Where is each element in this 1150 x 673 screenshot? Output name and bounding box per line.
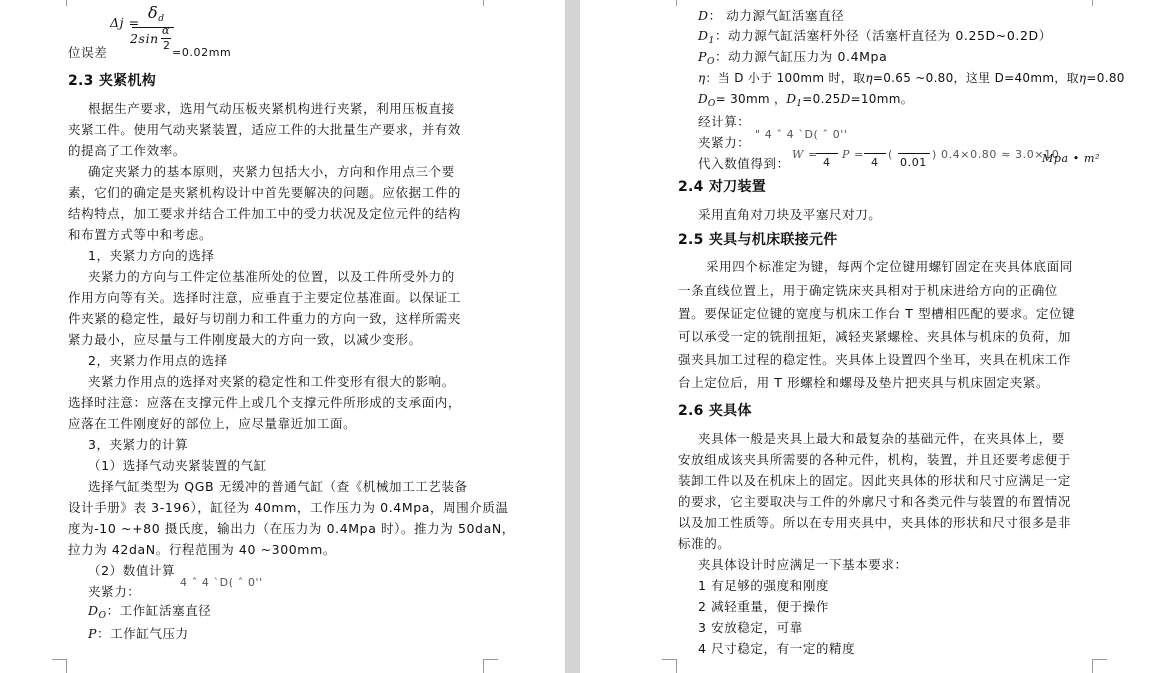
paragraph-line: 应落在工件刚度好的部位上，应尽量靠近加工面。	[68, 416, 357, 431]
paragraph-line: 度为-10 ~+80 摄氏度，输出力（在压力为 0.4Mpa 时）。推力为 50daN，	[68, 521, 515, 536]
paragraph-line: 的提高了工作效率。	[68, 143, 186, 158]
paragraph-line: 强夹具加工过程的稳定性。夹具体上设置四个坐耳，夹具在机床工作	[678, 352, 1072, 367]
formula-denominator: 2sin	[130, 31, 159, 46]
page-gutter	[565, 0, 580, 673]
page-corner-mark	[52, 0, 67, 6]
force-label: 夹紧力：	[698, 135, 751, 150]
list-item: 1 有足够的强度和刚度	[698, 578, 830, 593]
efficiency-line: η：当 D 小于 100mm 时，取η=0.65 ~0.80，这里 D=40mm，取η=0.80	[698, 71, 1125, 85]
paragraph-line: 采用四个标准定为键，每两个定位键用螺钉固定在夹具体底面同	[706, 259, 1073, 274]
paragraph-line: 一条直线位置上，用于确定铣床夹具相对于机床进给方向的正确位	[678, 283, 1058, 298]
symbol-definition: P：工作缸气压力	[88, 626, 189, 641]
paragraph-line: 装卸工件以及在机床上的固定。因此夹具体的形状和尺寸应满足一定	[678, 473, 1072, 488]
paragraph-line: 拉力为 42daN。行程范围为 40 ~300mm。	[68, 542, 336, 557]
sub-heading: （2）数值计算	[88, 563, 176, 578]
substitute-label: 代入数值得到：	[698, 156, 790, 171]
section-heading: 2.5 夹具与机床联接元件	[678, 232, 838, 248]
paragraph-line: 选择时注意：应落在支撑元件上或几个支撑元件所形成的支承面内，	[68, 395, 462, 410]
paragraph-line: 台上定位后，用 T 形螺栓和螺母及垫片把夹具与机床固定夹紧。	[678, 375, 1050, 390]
paragraph-line: 根据生产要求，选用气动压板夹紧机构进行夹紧，利用压板直接	[88, 101, 455, 116]
formula-numerator: $\delta_d$	[148, 3, 165, 24]
formula-result: =0.02mm	[172, 46, 232, 59]
symbol-definition: $D_1$：动力源气缸活塞杆外径（活塞杆直径为 0.25D~0.2D）	[698, 28, 1052, 46]
symbol-definition: D： 动力源气缸活塞直径	[698, 8, 845, 23]
page-corner-mark	[662, 0, 677, 6]
paragraph-line: 选择气缸类型为 QGB 无缓冲的普通气缸（查《机械加工工艺装备	[88, 479, 468, 494]
paragraph-line: 确定夹紧力的基本原则，夹紧力包括大小，方向和作用点三个要	[88, 164, 455, 179]
formula-two: 2	[163, 39, 171, 52]
paragraph-line: 设计手册》表 3-196），缸径为 40mm，工作压力为 0.4Mpa，周围介质温	[68, 500, 509, 515]
paragraph-line: 以及加工性质等。所以在专用夹具中，夹具体的形状和尺寸很多是非	[678, 515, 1072, 530]
paragraph-line: 夹紧工件。使用气动夹紧装置，适应工件的大批量生产要求，并有效	[68, 122, 462, 137]
paragraph-line: 夹具体一般是夹具上最大和最复杂的基础元件，在夹具体上，要	[698, 431, 1065, 446]
formula-denominator: 0.01	[900, 156, 927, 169]
formula-w: W =	[792, 148, 818, 161]
page-corner-mark	[52, 659, 67, 673]
formula-paren: (	[888, 148, 893, 161]
paragraph-line: 和布置方式等中和考虑。	[68, 227, 213, 242]
symbol-definition: $P_O$：动力源气缸压力为 0.4Mpa	[698, 49, 888, 67]
list-heading: 1，夹紧力方向的选择	[88, 248, 215, 263]
formula-alpha: α	[162, 24, 171, 37]
formula-unit: Mpa • m²	[1042, 152, 1100, 165]
paragraph-line: 夹紧力作用点的选择对夹紧的稳定性和工件变形有很大的影响。	[88, 374, 455, 389]
formula-denominator: 4	[871, 156, 879, 169]
formula-tail: ) 0.4×0.80 ≈ 3.0×10	[932, 148, 1060, 161]
formula-p: P =	[842, 148, 864, 161]
paragraph-line: 采用直角对刀块及平塞尺对刀。	[698, 207, 882, 222]
list-item: 2 减轻重量，便于操作	[698, 599, 830, 614]
paragraph-line: 标准的。	[678, 536, 731, 551]
formula-label: 位误差	[68, 45, 108, 60]
page-corner-mark	[662, 659, 677, 673]
force-label: 夹紧力：	[88, 584, 141, 599]
section-heading: 2.6 夹具体	[678, 403, 752, 419]
formula-lhs: Δj =	[110, 15, 140, 30]
list-heading: 2，夹紧力作用点的选择	[88, 353, 228, 368]
paragraph-line: 素，它们的确定是夹紧机构设计中首先要解决的问题。应依据工件的	[68, 185, 462, 200]
sub-heading: （1）选择气动夹紧装置的气缸	[88, 458, 267, 473]
list-item: 3 安放稳定，可靠	[698, 620, 803, 635]
paragraph-line: 结构特点，加工要求并结合工件加工中的受力状况及定位元件的结构	[68, 206, 462, 221]
calc-title: 经计算：	[698, 114, 751, 129]
paragraph-line: 作用方向等有关。选择时注意，应垂直于主要定位基准面。以保证工	[68, 290, 462, 305]
page-corner-mark	[483, 0, 498, 6]
paragraph-line: 可以承受一定的铣削扭矩，减轻夹紧螺栓、夹具体与机床的负荷，加	[678, 329, 1072, 344]
paragraph-line: 紧力最小，应尽量与工件刚度最大的方向一致，以减少变形。	[68, 332, 422, 347]
page-corner-mark	[1092, 659, 1107, 673]
paragraph-line: 置。要保证定位键的宽度与机床工作台 T 型槽相匹配的要求。定位键	[678, 306, 1076, 321]
section-heading: 2.4 对刀装置	[678, 179, 767, 195]
page-corner-mark	[1092, 0, 1107, 6]
dimension-line: $D_O= 30mm$ ，$D_1=0.25D=10mm$。	[698, 92, 914, 109]
requirements-intro: 夹具体设计时应满足一下基本要求：	[698, 557, 908, 572]
paragraph-line: 的要求，它主要取决与工件的外廓尺寸和各类元件与装置的布置情况	[678, 494, 1072, 509]
formula-fragment: 4 ˆ 4 `D( ˆ 0''	[180, 576, 263, 589]
list-heading: 3，夹紧力的计算	[88, 437, 189, 452]
paragraph-line: 件夹紧的稳定性，最好与切削力和工件重力的方向一致，这样所需夹	[68, 311, 462, 326]
list-item: 4 尺寸稳定，有一定的精度	[698, 641, 856, 656]
document-page-left	[0, 0, 565, 673]
document-page-right	[580, 0, 1150, 673]
symbol-definition: $D_O$：工作缸活塞直径	[88, 603, 212, 621]
page-corner-mark	[483, 659, 498, 673]
paragraph-line: 夹紧力的方向与工件定位基准所处的位置，以及工件所受外力的	[88, 269, 455, 284]
paragraph-line: 安放组成该夹具所需要的各种元件，机构，装置，并且还要考虑便于	[678, 452, 1072, 467]
formula-fragment: " 4 ˆ 4 `D( ˆ 0''	[755, 128, 848, 141]
section-heading: 2.3 夹紧机构	[68, 73, 157, 89]
formula-denominator: 4	[823, 156, 831, 169]
